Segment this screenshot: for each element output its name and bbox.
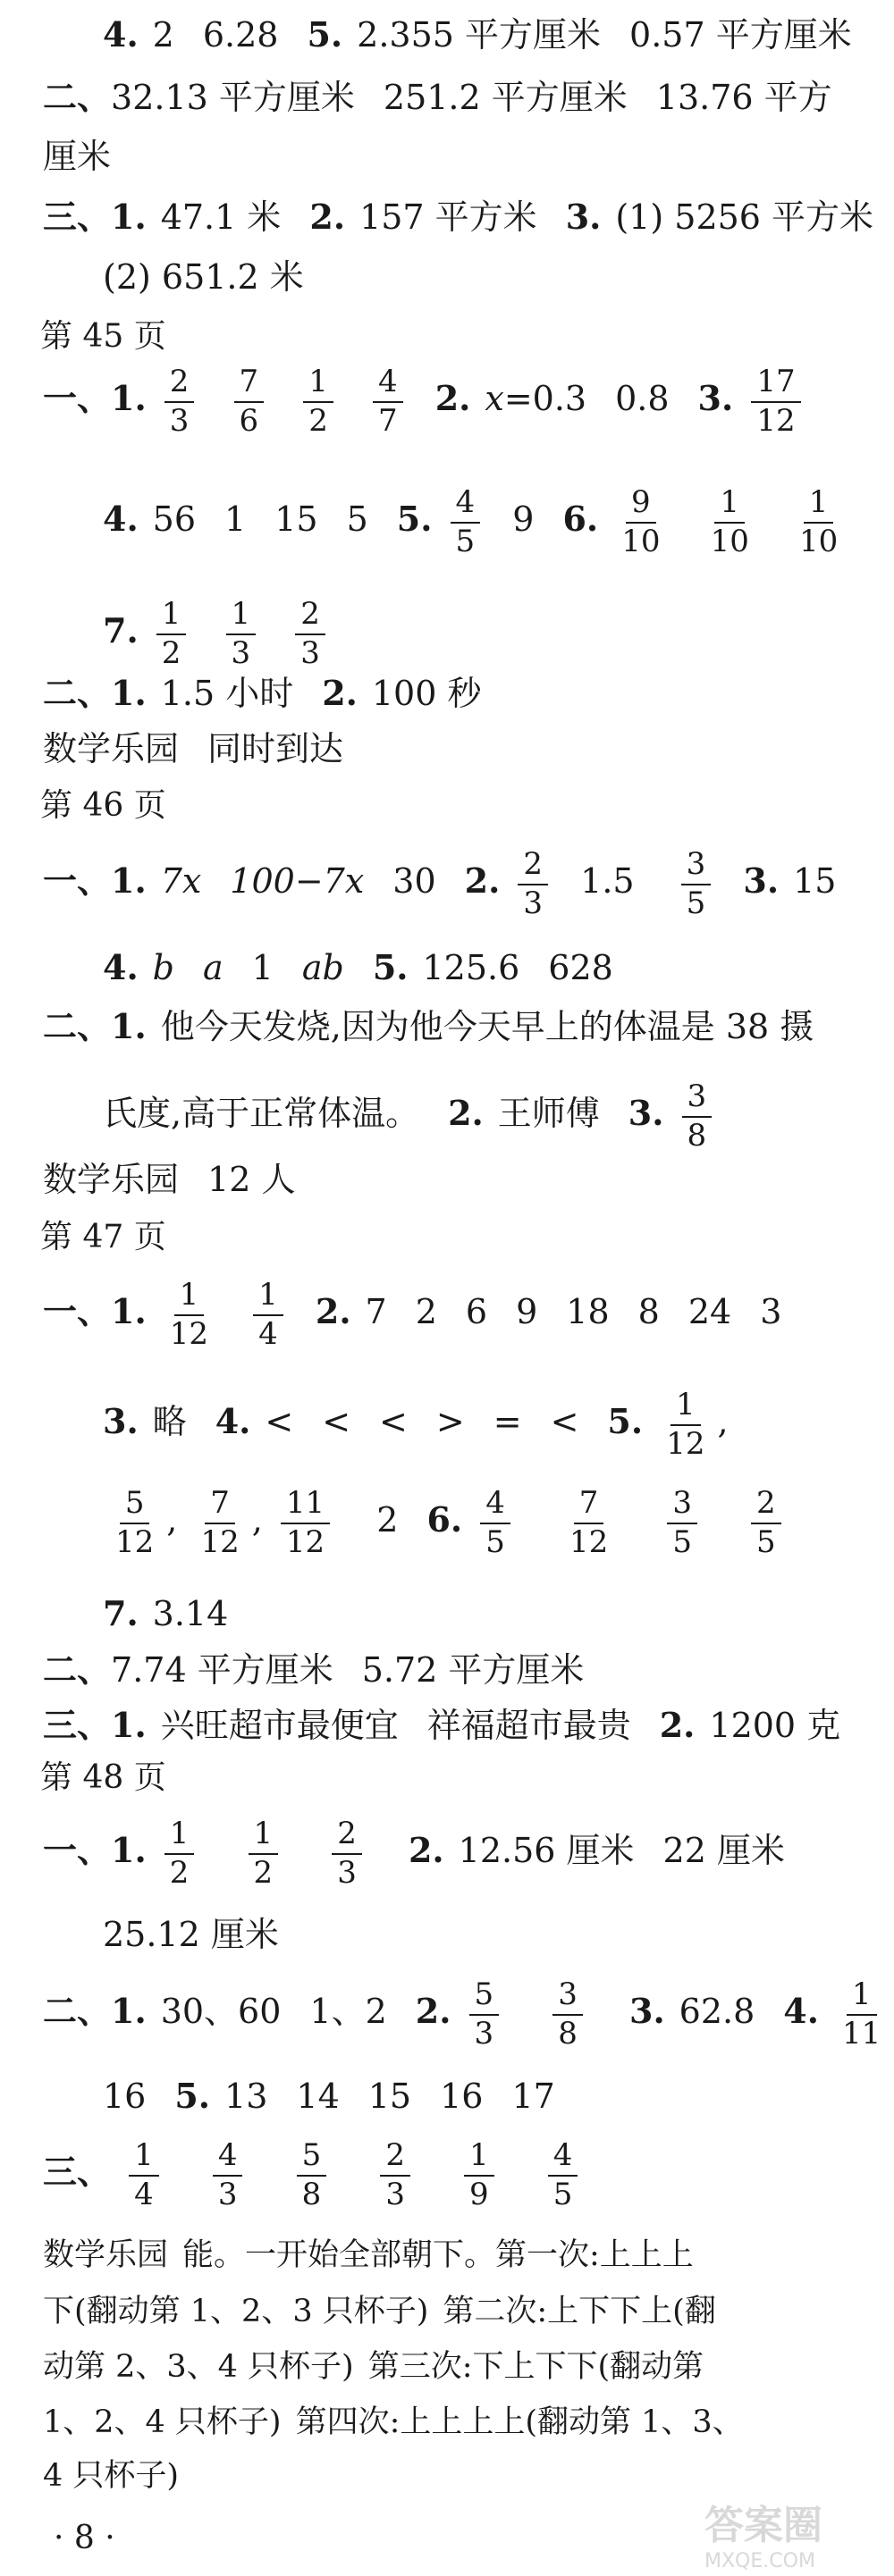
q-num: 3. bbox=[629, 1991, 665, 2032]
denominator: 5 bbox=[455, 523, 476, 559]
section-num: 二、 bbox=[43, 1991, 112, 2032]
answer: 1.5 bbox=[580, 861, 635, 902]
q-num: 1. bbox=[111, 197, 147, 237]
answer: 3 bbox=[760, 1292, 782, 1332]
denominator: 3 bbox=[169, 402, 190, 439]
line-1 bbox=[103, 16, 867, 55]
numerator: 1 bbox=[253, 1280, 283, 1316]
numerator: 4 bbox=[480, 1488, 510, 1524]
answer: ab bbox=[301, 948, 344, 987]
answer: 628 bbox=[548, 948, 613, 987]
answer: 兴旺超市最便宜 bbox=[160, 1706, 399, 1745]
line-22 bbox=[43, 1818, 867, 1889]
numerator: 3 bbox=[552, 1979, 583, 2016]
answer: 同时到达 bbox=[207, 729, 344, 768]
fraction bbox=[837, 1976, 886, 2052]
bonus-label: 数学乐园 bbox=[43, 1160, 180, 1199]
q-num: 4. bbox=[103, 14, 139, 55]
answer: 62.8 bbox=[679, 1992, 755, 2032]
numerator: 3 bbox=[667, 1488, 697, 1524]
numerator: 2 bbox=[164, 366, 195, 403]
numerator: 1 bbox=[804, 487, 834, 524]
answer: 13 bbox=[224, 2077, 268, 2116]
q-num: 7. bbox=[103, 1593, 139, 1633]
answer: 30 bbox=[392, 861, 436, 902]
watermark-url: MXQE.COM bbox=[704, 2550, 815, 2572]
q-num: 2. bbox=[408, 1830, 444, 1871]
section-num: 二、 bbox=[43, 77, 112, 117]
watermark-logo: 答案圈 bbox=[704, 2503, 822, 2548]
fraction bbox=[373, 366, 403, 437]
numerator: 17 bbox=[751, 366, 800, 403]
numerator: 1 bbox=[129, 2140, 159, 2177]
q-num: 2. bbox=[322, 673, 358, 713]
answer: 2 bbox=[376, 1500, 399, 1540]
line-6 bbox=[43, 366, 867, 437]
denominator: 3 bbox=[231, 634, 251, 671]
q-num: 3. bbox=[628, 1093, 664, 1134]
q-num: 4. bbox=[783, 1991, 819, 2032]
answer: 0.57 平方厘米 bbox=[629, 15, 852, 55]
numerator: 11 bbox=[281, 1488, 330, 1524]
comparison-sign: < bbox=[322, 1402, 351, 1442]
answer: 6.28 bbox=[202, 15, 279, 55]
q-num: 1. bbox=[111, 1006, 147, 1046]
fraction bbox=[751, 1485, 781, 1560]
fraction bbox=[451, 484, 481, 559]
denominator: 3 bbox=[300, 634, 320, 671]
section-num: 一、 bbox=[43, 378, 112, 419]
numerator: 5 bbox=[297, 2140, 327, 2177]
q-num: 5. bbox=[307, 14, 343, 55]
line-8 bbox=[103, 596, 867, 671]
fraction bbox=[213, 2137, 243, 2212]
fraction bbox=[195, 1485, 244, 1560]
answer: 32.13 平方厘米 bbox=[111, 78, 355, 117]
numerator: 1 bbox=[714, 487, 745, 524]
comma: , bbox=[251, 1500, 263, 1540]
answer: a bbox=[203, 948, 224, 987]
q-num: 2. bbox=[448, 1093, 484, 1134]
denominator: 12 bbox=[200, 1523, 240, 1560]
denominator: 12 bbox=[666, 1425, 705, 1462]
numerator: 1 bbox=[249, 1818, 279, 1855]
page-number: · 8 · bbox=[54, 2520, 115, 2556]
watermark bbox=[704, 2493, 883, 2570]
answer: 厘米 bbox=[43, 137, 112, 176]
fraction bbox=[226, 596, 257, 671]
denominator: 12 bbox=[115, 1523, 155, 1560]
answer: 24 bbox=[687, 1292, 732, 1332]
fraction bbox=[705, 484, 755, 559]
section-num: 一、 bbox=[43, 1291, 112, 1332]
answer: 略 bbox=[152, 1402, 187, 1442]
answer: 125.6 bbox=[422, 948, 520, 987]
answer: 5 bbox=[346, 499, 368, 540]
answer: 13.76 平方 bbox=[655, 78, 832, 117]
numerator: 4 bbox=[213, 2140, 243, 2177]
answer: 100−7x bbox=[230, 861, 365, 902]
answer: 6 bbox=[465, 1292, 488, 1332]
denominator: 3 bbox=[385, 2176, 405, 2212]
q-num: 6. bbox=[562, 499, 599, 540]
answer: 能。一开始全部朝下。第一次:上上上 bbox=[182, 2237, 694, 2273]
section-num: 二、 bbox=[43, 1649, 112, 1690]
line-11 bbox=[43, 846, 867, 921]
answer: =0.3 bbox=[503, 379, 587, 419]
q-num: 4. bbox=[103, 947, 139, 987]
q-num: 3. bbox=[743, 860, 780, 902]
line-19 bbox=[103, 1595, 867, 1633]
q-num: 2. bbox=[315, 1291, 351, 1332]
answer: 5.72 平方厘米 bbox=[361, 1650, 585, 1690]
fraction bbox=[751, 366, 800, 437]
q-num: 1. bbox=[111, 378, 147, 419]
fraction bbox=[253, 1277, 283, 1352]
numerator: 1 bbox=[164, 1818, 195, 1855]
answer: 17 bbox=[511, 2077, 555, 2116]
answer: 7 bbox=[365, 1292, 387, 1332]
q-num: 5. bbox=[372, 947, 409, 987]
answer: 47.1 米 bbox=[160, 197, 282, 237]
fraction bbox=[164, 366, 195, 437]
denominator: 5 bbox=[552, 2176, 573, 2212]
denominator: 3 bbox=[523, 885, 544, 921]
answer: 12.56 厘米 bbox=[458, 1831, 635, 1871]
line-25 bbox=[103, 2077, 867, 2116]
denominator: 8 bbox=[687, 1117, 707, 1154]
section-num: 三、 bbox=[43, 197, 112, 237]
numerator: 1 bbox=[847, 1979, 877, 2016]
q-num: 4. bbox=[103, 499, 139, 540]
numerator: 9 bbox=[626, 487, 656, 524]
answer: 15 bbox=[793, 861, 837, 902]
q-num: 1. bbox=[111, 860, 147, 902]
fraction bbox=[249, 1818, 279, 1889]
denominator: 3 bbox=[217, 2176, 238, 2212]
q-num: 2. bbox=[434, 378, 471, 419]
fraction bbox=[464, 2137, 494, 2212]
q-num: 1. bbox=[111, 673, 147, 713]
numerator: 2 bbox=[295, 599, 325, 635]
answer: 1200 克 bbox=[709, 1706, 841, 1745]
line-26 bbox=[43, 2137, 867, 2212]
comparison-sign: = bbox=[493, 1402, 522, 1442]
q-num: 3. bbox=[697, 378, 734, 419]
line-30 bbox=[43, 2405, 867, 2440]
numerator: 1 bbox=[303, 366, 333, 403]
answer: (2) 651.2 米 bbox=[103, 257, 304, 297]
comparison-sign: < bbox=[379, 1402, 408, 1442]
section-num: 二、 bbox=[43, 1006, 112, 1046]
line-28 bbox=[43, 2295, 867, 2329]
answer: 2 bbox=[152, 15, 174, 55]
fraction bbox=[552, 1976, 583, 2052]
fraction bbox=[480, 1485, 510, 1560]
answer: 100 秒 bbox=[371, 674, 482, 713]
denominator: 5 bbox=[686, 885, 706, 921]
numerator: 7 bbox=[205, 1488, 235, 1524]
answer: 30、60 bbox=[160, 1992, 282, 2032]
section-num: 一、 bbox=[43, 1830, 112, 1871]
q-num: 3. bbox=[565, 197, 602, 237]
answer: 1.5 小时 bbox=[160, 674, 294, 713]
page-heading-46: 第 46 页 bbox=[40, 787, 166, 824]
answer: 2 bbox=[415, 1292, 437, 1332]
section-num: 二、 bbox=[43, 673, 112, 713]
line-21 bbox=[43, 1707, 867, 1745]
q-num: 5. bbox=[607, 1401, 644, 1442]
comparison-sign: < bbox=[265, 1402, 294, 1442]
denominator: 3 bbox=[474, 2015, 494, 2052]
answer: 251.2 平方厘米 bbox=[383, 78, 628, 117]
answer: 第二次:上下下上(翻 bbox=[443, 2294, 716, 2329]
answer: 1、2 bbox=[309, 1992, 387, 2032]
line-29 bbox=[43, 2350, 867, 2385]
denominator: 5 bbox=[756, 1523, 776, 1560]
answer: 0.8 bbox=[615, 379, 670, 419]
answer: 7x bbox=[160, 861, 202, 902]
numerator: 2 bbox=[751, 1488, 781, 1524]
answer: 祥福超市最贵 bbox=[426, 1706, 631, 1745]
answer: 第四次:上上上上(翻动第 1、3、 bbox=[295, 2404, 744, 2440]
bonus-label: 数学乐园 bbox=[43, 729, 180, 768]
denominator: 12 bbox=[285, 1523, 325, 1560]
line-24 bbox=[43, 1976, 881, 2052]
answer: 56 bbox=[152, 499, 197, 540]
bonus-label: 数学乐园 bbox=[43, 2237, 169, 2273]
q-num: 6. bbox=[426, 1499, 463, 1540]
numerator: 3 bbox=[681, 849, 712, 885]
numerator: 5 bbox=[120, 1488, 150, 1524]
denominator: 11 bbox=[842, 2015, 881, 2052]
line-12 bbox=[103, 949, 867, 987]
numerator: 2 bbox=[518, 849, 548, 885]
denominator: 5 bbox=[485, 1523, 505, 1560]
fraction bbox=[469, 1976, 500, 2052]
answer: 14 bbox=[296, 2077, 340, 2116]
line-17 bbox=[103, 1389, 867, 1460]
denominator: 2 bbox=[169, 1854, 190, 1891]
fraction bbox=[681, 846, 712, 921]
numerator: 2 bbox=[332, 1818, 362, 1855]
denominator: 3 bbox=[337, 1854, 357, 1891]
line-27 bbox=[43, 2238, 867, 2273]
answer: 9 bbox=[512, 499, 535, 540]
answer: 1 bbox=[251, 948, 274, 987]
answer: (1) 5256 平方米 bbox=[615, 197, 874, 237]
numerator: 1 bbox=[174, 1280, 205, 1316]
line-5 bbox=[103, 259, 867, 297]
answer: 第三次:下上下下(翻动第 bbox=[367, 2349, 704, 2385]
answer: 3.14 bbox=[152, 1594, 229, 1633]
variable: x bbox=[485, 379, 504, 419]
fraction bbox=[297, 2137, 327, 2212]
numerator: 1 bbox=[670, 1389, 701, 1426]
answer: 1、2、4 只杯子) bbox=[43, 2404, 282, 2440]
q-num: 2. bbox=[415, 1991, 451, 2032]
line-31 bbox=[43, 2459, 867, 2494]
answer: 12 人 bbox=[207, 1160, 296, 1199]
fraction bbox=[616, 484, 665, 559]
answer: 王师傅 bbox=[497, 1094, 600, 1134]
denominator: 10 bbox=[621, 523, 661, 559]
section-num: 一、 bbox=[43, 860, 112, 902]
answer: 15 bbox=[367, 2077, 412, 2116]
denominator: 9 bbox=[469, 2176, 489, 2212]
fraction bbox=[164, 1818, 195, 1889]
line-2 bbox=[43, 79, 867, 117]
fraction bbox=[234, 366, 265, 437]
numerator: 4 bbox=[548, 2140, 578, 2177]
fraction bbox=[564, 1485, 613, 1560]
answer: 2.355 平方厘米 bbox=[357, 15, 602, 55]
denominator: 12 bbox=[756, 402, 796, 439]
answer: 动第 2、3、4 只杯子) bbox=[43, 2349, 354, 2385]
answer: 9 bbox=[516, 1292, 538, 1332]
answer: 157 平方米 bbox=[359, 197, 537, 237]
answer: 他今天发烧,因为他今天早上的体温是 38 摄 bbox=[160, 1007, 814, 1046]
numerator: 3 bbox=[682, 1081, 713, 1118]
fraction bbox=[164, 1277, 214, 1352]
comparison-sign: > bbox=[435, 1402, 465, 1442]
page-heading-45: 第 45 页 bbox=[40, 318, 166, 355]
fraction bbox=[303, 366, 333, 437]
answer: 4 只杯子) bbox=[43, 2458, 180, 2494]
q-num: 2. bbox=[464, 860, 501, 902]
q-num: 7. bbox=[103, 610, 139, 651]
q-num: 2. bbox=[309, 197, 346, 237]
q-num: 1. bbox=[111, 1705, 147, 1745]
answer: 下(翻动第 1、2、3 只杯子) bbox=[43, 2294, 429, 2329]
section-num: 三、 bbox=[43, 1705, 112, 1745]
numerator: 7 bbox=[234, 366, 265, 403]
line-18 bbox=[103, 1485, 867, 1560]
q-num: 1. bbox=[111, 1991, 147, 2032]
line-16 bbox=[43, 1277, 867, 1352]
line-14 bbox=[103, 1078, 867, 1154]
denominator: 10 bbox=[710, 523, 749, 559]
fraction bbox=[129, 2137, 159, 2212]
fraction bbox=[794, 484, 843, 559]
fraction bbox=[667, 1485, 697, 1560]
q-num: 4. bbox=[215, 1401, 251, 1442]
denominator: 7 bbox=[377, 402, 398, 439]
line-4 bbox=[43, 197, 874, 237]
fraction bbox=[661, 1389, 710, 1460]
numerator: 1 bbox=[464, 2140, 494, 2177]
line-7 bbox=[103, 484, 867, 559]
denominator: 8 bbox=[301, 2176, 322, 2212]
q-num: 5. bbox=[174, 2076, 211, 2116]
numerator: 1 bbox=[156, 599, 187, 635]
answer: 氏度,高于正常体温。 bbox=[103, 1094, 420, 1134]
line-9 bbox=[43, 675, 867, 713]
answer: b bbox=[152, 948, 174, 987]
q-num: 2. bbox=[659, 1705, 696, 1745]
numerator: 4 bbox=[373, 366, 403, 403]
denominator: 5 bbox=[672, 1523, 692, 1560]
q-num: 3. bbox=[103, 1401, 139, 1442]
numerator: 1 bbox=[226, 599, 257, 635]
answer: 22 厘米 bbox=[662, 1831, 785, 1871]
denominator: 4 bbox=[258, 1315, 278, 1352]
page-heading-48: 第 48 页 bbox=[40, 1759, 166, 1796]
line-23 bbox=[103, 1917, 867, 1954]
fraction bbox=[281, 1485, 330, 1560]
denominator: 12 bbox=[169, 1315, 209, 1352]
line-15 bbox=[43, 1162, 867, 1199]
denominator: 2 bbox=[253, 1854, 274, 1891]
answer: 18 bbox=[566, 1292, 610, 1332]
denominator: 8 bbox=[558, 2015, 578, 2052]
answer: 7.74 平方厘米 bbox=[111, 1650, 333, 1690]
fraction bbox=[110, 1485, 159, 1560]
answer: 15 bbox=[274, 499, 318, 540]
denominator: 2 bbox=[308, 402, 328, 439]
denominator: 6 bbox=[239, 402, 259, 439]
numerator: 7 bbox=[574, 1488, 604, 1524]
comma: , bbox=[717, 1402, 729, 1442]
fraction bbox=[518, 846, 548, 921]
fraction bbox=[295, 596, 325, 671]
numerator: 4 bbox=[451, 487, 481, 524]
answer: 25.12 厘米 bbox=[103, 1915, 279, 1954]
answer: 1 bbox=[224, 499, 247, 540]
fraction bbox=[380, 2137, 410, 2212]
denominator: 12 bbox=[569, 1523, 609, 1560]
numerator: 5 bbox=[469, 1979, 500, 2016]
numerator: 2 bbox=[380, 2140, 410, 2177]
comma: , bbox=[166, 1500, 178, 1540]
q-num: 5. bbox=[396, 499, 433, 540]
answer: 16 bbox=[440, 2077, 484, 2116]
line-20 bbox=[43, 1651, 867, 1690]
fraction bbox=[156, 596, 187, 671]
fraction bbox=[682, 1078, 713, 1154]
q-num: 1. bbox=[111, 1830, 147, 1871]
q-num: 1. bbox=[111, 1291, 147, 1332]
denominator: 4 bbox=[134, 2176, 154, 2212]
line-10 bbox=[43, 731, 867, 768]
comparison-sign: < bbox=[550, 1402, 579, 1442]
denominator: 2 bbox=[161, 634, 181, 671]
denominator: 10 bbox=[798, 523, 839, 559]
fraction bbox=[332, 1818, 362, 1889]
answer: 16 bbox=[103, 2077, 147, 2116]
page-heading-47: 第 47 页 bbox=[40, 1219, 166, 1255]
section-num: 三、 bbox=[43, 2152, 112, 2193]
line-3 bbox=[43, 138, 867, 176]
answer: 8 bbox=[637, 1292, 660, 1332]
fraction bbox=[548, 2137, 578, 2212]
line-13 bbox=[43, 1008, 867, 1046]
